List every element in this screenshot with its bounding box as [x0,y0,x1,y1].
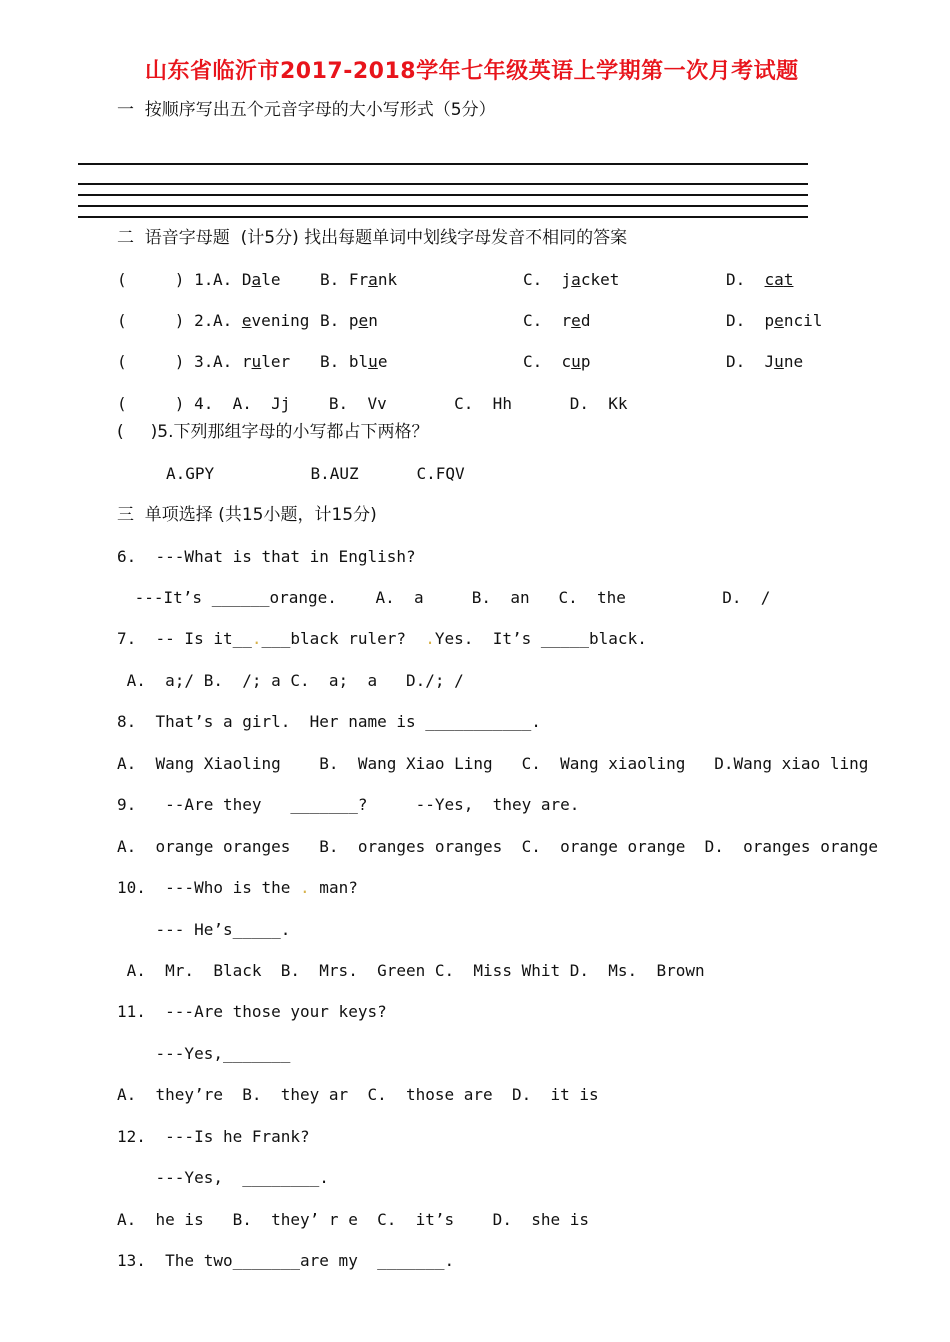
option-a: A. ruler [213,352,291,371]
option-c: C. cup [523,352,591,371]
writing-line [78,163,808,165]
question-10-options: A. Mr. Black B. Mrs. Green C. Miss Whit D. Ms. Brown [117,961,705,980]
section2-heading: 二 语音字母题 (计5分) 找出每题单词中划线字母发音不相同的答案 [117,228,628,248]
question-12: 12. ---Is he Frank? [117,1127,310,1146]
writing-line [78,183,808,185]
option-a: A. evening [213,311,310,330]
option-b: B. Frank [320,270,398,289]
question-7: 7. -- Is it__.___black ruler? .Yes. It’s _____black. [117,629,647,648]
writing-line [78,205,808,207]
option-d: D. pencil [726,311,823,330]
question-11-answer-line: ---Yes,_______ [117,1044,291,1063]
question-9-options: A. orange oranges B. oranges oranges C. orange orange D. oranges orange [117,837,878,856]
question-4: ( ) 4. A. Jj B. Vv C. Hh D. Kk [117,394,628,413]
option-b: B. blue [320,352,388,371]
question-13: 13. The two_______are my _______. [117,1251,455,1270]
option-d: D. June [726,352,804,371]
page-title: 山东省临沂市2017-2018学年七年级英语上学期第一次月考试题 [145,59,799,84]
option-b: B. pen [320,311,378,330]
section1-heading: 一 按顺序写出五个元音字母的大小写形式（5分） [117,100,496,120]
question-7-options: A. a;/ B. /; a C. a; a D./; / [117,671,464,690]
question-11-options: A. they’re B. they ar C. those are D. it is [117,1085,599,1104]
option-c: C. jacket [523,270,620,289]
question-11: 11. ---Are those your keys? [117,1002,387,1021]
question-10-answer-line: --- He’s_____. [117,920,291,939]
question-8-options: A. Wang Xiaoling B. Wang Xiao Ling C. Wang xiaoling D.Wang xiao ling [117,754,869,773]
option-c: C. red [523,311,591,330]
section3-heading: 三 单项选择 (共15小题，计15分) [117,505,377,525]
question-6-answer-line: ---It’s ______orange. A. a B. an C. the D. / [125,588,771,607]
question-12-options: A. he is B. they’ r e C. it’s D. she is [117,1210,590,1229]
writing-line [78,216,808,218]
option-d: D. cat [726,270,794,289]
question-8: 8. That’s a girl. Her name is ___________. [117,712,541,731]
question-5-options: A.GPY B.AUZ C.FQV [166,464,465,483]
question-10: 10. ---Who is the . man? [117,878,358,897]
option-a: A. Dale [213,270,281,289]
question-9: 9. --Are they _______? --Yes, they are. [117,795,580,814]
question-12-answer-line: ---Yes, ________. [117,1168,329,1187]
question-6: 6. ---What is that in English? [117,547,416,566]
writing-line [78,194,808,196]
question-5: ( )5.下列那组字母的小写都占下两格？ [117,422,429,442]
